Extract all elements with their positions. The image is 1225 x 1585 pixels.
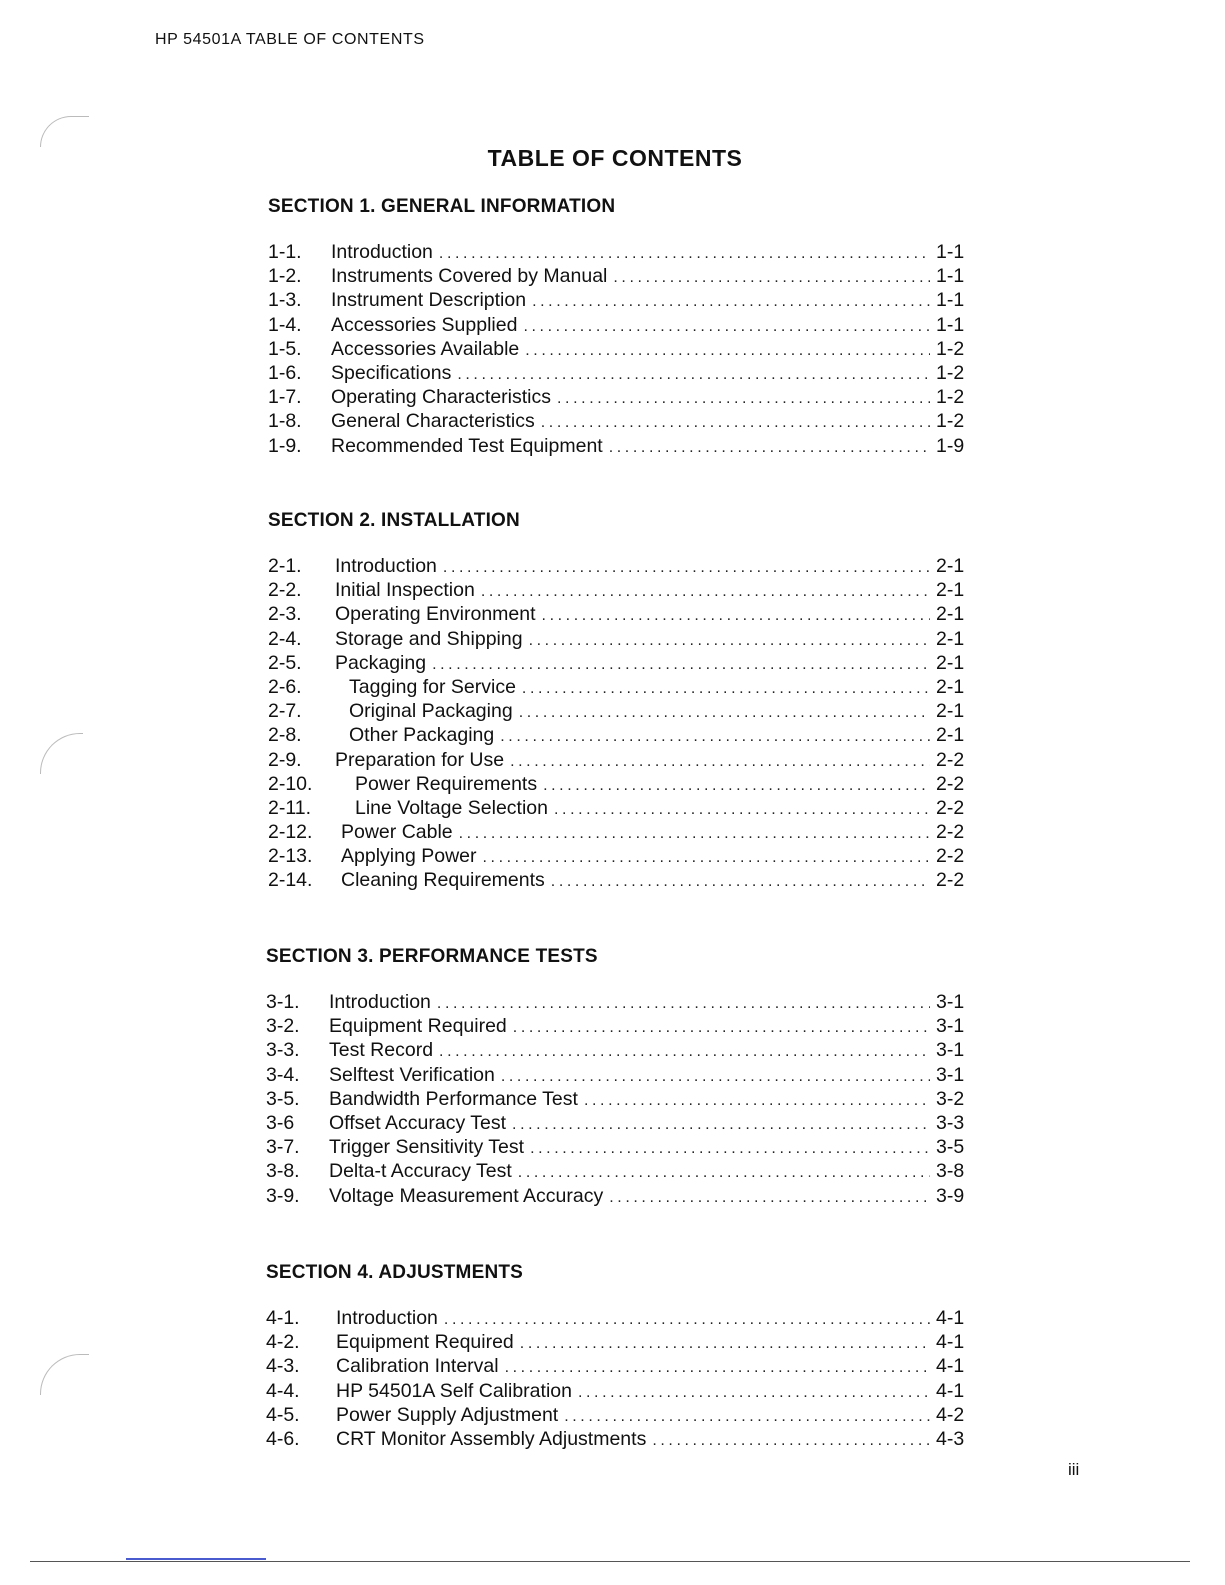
entry-number: 2-4.: [268, 627, 302, 650]
section-adjustments: [266, 1258, 968, 1451]
entry-number: 2-13.: [268, 845, 313, 868]
entry-number: 3-1.: [266, 991, 300, 1013]
toc-entry[interactable]: [266, 1014, 968, 1038]
dot-leader: [609, 436, 930, 460]
dot-leader: [564, 1405, 930, 1429]
dot-leader: [613, 266, 930, 290]
toc-entry[interactable]: [268, 796, 968, 820]
dot-leader: [513, 1016, 930, 1040]
dot-leader: [457, 363, 930, 387]
toc-entry[interactable]: [268, 651, 968, 675]
section-heading: SECTION 4. ADJUSTMENTS: [266, 1262, 524, 1283]
entry-title: Cleaning Requirements: [341, 869, 545, 892]
dot-leader: [432, 653, 930, 677]
entry-number: 3-8.: [266, 1160, 300, 1183]
entry-page: 3-1: [936, 1039, 965, 1062]
entry-number: 4-6.: [266, 1427, 300, 1450]
entry-page: 2-1: [936, 579, 965, 602]
dot-leader: [525, 339, 930, 363]
entry-page: 4-1: [936, 1331, 965, 1354]
entry-number: 4-4.: [266, 1379, 300, 1402]
entry-title: Specifications: [331, 361, 452, 384]
dot-leader: [543, 774, 930, 798]
toc-entry[interactable]: [266, 1354, 968, 1378]
toc-entry[interactable]: [268, 772, 968, 796]
toc-entry[interactable]: [266, 990, 968, 1014]
entry-page: 2-1: [936, 700, 965, 723]
entry-title: Initial Inspection: [335, 579, 475, 602]
section-heading: SECTION 3. PERFORMANCE TESTS: [266, 946, 598, 967]
entry-number: 2-3.: [268, 603, 302, 626]
entry-title: Storage and Shipping: [335, 627, 523, 650]
section-heading: SECTION 2. INSTALLATION: [268, 510, 520, 531]
toc-entry[interactable]: [266, 1403, 968, 1427]
toc-entry[interactable]: [266, 1330, 968, 1354]
entry-page: 3-9: [936, 1184, 965, 1207]
page-title: TABLE OF CONTENTS: [487, 145, 743, 171]
entry-title: Equipment Required: [329, 1015, 507, 1038]
entry-number: 3-4.: [266, 1063, 300, 1086]
dot-leader: [609, 1186, 930, 1210]
entry-page: 2-2: [936, 869, 965, 892]
scan-artifact: [40, 1354, 89, 1395]
entry-number: 2-10.: [268, 772, 313, 795]
toc-entry[interactable]: [268, 264, 968, 288]
entry-page: 4-1: [936, 1307, 965, 1329]
entry-page: 3-2: [936, 1087, 965, 1110]
page-bottom-rule-accent: [126, 1558, 266, 1560]
toc-entry[interactable]: [266, 1159, 968, 1183]
entry-number: 3-7.: [266, 1136, 300, 1159]
toc-entry[interactable]: [268, 337, 968, 361]
entry-number: 2-7.: [268, 700, 302, 723]
entry-number: 2-6.: [268, 675, 302, 698]
dot-leader: [437, 992, 930, 1016]
entry-page: 4-3: [936, 1427, 965, 1450]
toc-entry[interactable]: [268, 820, 968, 844]
entry-number: 4-5.: [266, 1403, 300, 1426]
entry-page: 2-2: [936, 772, 965, 795]
entry-title: Recommended Test Equipment: [331, 434, 603, 457]
dot-leader: [557, 387, 930, 411]
toc-entry[interactable]: [268, 844, 968, 868]
entry-number: 1-6.: [268, 361, 302, 384]
entry-number: 3-2.: [266, 1015, 300, 1038]
entry-page: 2-2: [936, 821, 965, 844]
entry-number: 4-2.: [266, 1331, 300, 1354]
entry-page: 1-1: [936, 265, 965, 288]
running-header: HP 54501A TABLE OF CONTENTS: [155, 31, 425, 48]
entry-page: 3-1: [936, 991, 965, 1013]
toc-entry[interactable]: [268, 627, 968, 651]
entry-number: 2-12.: [268, 821, 313, 844]
entry-title: Instruments Covered by Manual: [331, 265, 608, 288]
entry-page: 1-2: [936, 386, 965, 409]
entry-title: Delta-t Accuracy Test: [329, 1160, 512, 1183]
entry-title: Packaging: [335, 651, 427, 674]
toc-entry[interactable]: [268, 748, 968, 772]
dot-leader: [483, 846, 931, 870]
dot-leader: [542, 604, 930, 628]
entry-number: 1-1.: [268, 241, 302, 263]
section-heading: SECTION 1. GENERAL INFORMATION: [268, 196, 616, 217]
toc-entry[interactable]: [268, 409, 968, 433]
entry-page: 2-1: [936, 555, 965, 577]
entry-title: Preparation for Use: [335, 748, 505, 771]
dot-leader: [512, 1113, 930, 1137]
entry-number: 1-4.: [268, 313, 302, 336]
entry-number: 2-11.: [268, 796, 311, 819]
entry-page: 3-5: [936, 1136, 965, 1159]
entry-page: 3-1: [936, 1063, 965, 1086]
entry-title: HP 54501A Self Calibration: [336, 1379, 572, 1402]
entry-number: 3-6: [266, 1111, 295, 1134]
entry-title: Instrument Description: [331, 289, 527, 312]
dot-leader: [554, 798, 930, 822]
entry-number: 1-5.: [268, 337, 302, 360]
entry-title: Other Packaging: [349, 724, 495, 747]
entry-title: General Characteristics: [331, 410, 535, 433]
dot-leader: [522, 677, 930, 701]
entry-title: Calibration Interval: [336, 1355, 499, 1378]
entry-page: 1-2: [936, 337, 965, 360]
dot-leader: [439, 242, 930, 266]
toc-entry[interactable]: [268, 554, 968, 578]
entry-title: Accessories Supplied: [331, 313, 518, 336]
entry-title: Operating Characteristics: [331, 386, 552, 409]
entry-title: Line Voltage Selection: [355, 796, 548, 819]
toc-entry[interactable]: [268, 578, 968, 602]
entry-title: Offset Accuracy Test: [329, 1111, 507, 1134]
dot-leader: [652, 1429, 930, 1453]
entry-page: 2-2: [936, 845, 965, 868]
entry-page: 2-1: [936, 724, 965, 747]
entry-page: 1-2: [936, 410, 965, 433]
entry-page: 1-2: [936, 361, 965, 384]
toc-entry[interactable]: [266, 1135, 968, 1159]
dot-leader: [459, 822, 930, 846]
dot-leader: [505, 1356, 930, 1380]
dot-leader: [530, 1137, 930, 1161]
toc-entry[interactable]: [268, 602, 968, 626]
entry-number: 2-8.: [268, 724, 302, 747]
dot-leader: [518, 1161, 930, 1185]
toc-entry[interactable]: [266, 1427, 968, 1451]
dot-leader: [439, 1040, 930, 1064]
entry-number: 2-9.: [268, 748, 302, 771]
entry-page: 3-1: [936, 1015, 965, 1038]
entry-number: 1-3.: [268, 289, 302, 312]
entry-number: 1-7.: [268, 386, 302, 409]
entry-page: 2-1: [936, 603, 965, 626]
toc-entry[interactable]: [268, 723, 968, 747]
toc-entry[interactable]: [268, 313, 968, 337]
entry-title: Operating Environment: [335, 603, 536, 626]
dot-leader: [529, 629, 930, 653]
entry-title: Original Packaging: [349, 700, 513, 723]
entry-page: 4-1: [936, 1355, 965, 1378]
entry-title: Voltage Measurement Accuracy: [329, 1184, 604, 1207]
entry-page: 4-2: [936, 1403, 965, 1426]
entry-title: Power Supply Adjustment: [336, 1403, 559, 1426]
dot-leader: [519, 701, 930, 725]
toc-entry[interactable]: [268, 288, 968, 312]
entry-number: 4-3.: [266, 1355, 300, 1378]
entry-number: 2-2.: [268, 579, 302, 602]
entry-page: 2-1: [936, 675, 965, 698]
entry-title: Test Record: [329, 1039, 434, 1062]
entry-page: 2-1: [936, 627, 965, 650]
toc-entry[interactable]: [268, 675, 968, 699]
entry-page: 1-9: [936, 434, 965, 457]
page-bottom-rule: [30, 1561, 1190, 1562]
entry-title: CRT Monitor Assembly Adjustments: [336, 1427, 647, 1450]
entry-number: 4-1.: [266, 1307, 300, 1329]
toc-entry[interactable]: [268, 434, 968, 458]
section-performance-tests: [266, 942, 968, 1208]
page-number: iii: [1068, 1460, 1080, 1479]
entry-title: Applying Power: [341, 845, 477, 868]
dot-leader: [510, 750, 930, 774]
toc-entry[interactable]: [266, 1087, 968, 1111]
section-installation: [268, 506, 968, 893]
entry-page: 3-3: [936, 1111, 965, 1134]
entry-number: 2-1.: [268, 555, 302, 577]
entry-title: Introduction: [331, 241, 433, 263]
toc-entry[interactable]: [268, 385, 968, 409]
entry-title: Introduction: [336, 1307, 438, 1329]
entry-title: Power Requirements: [355, 772, 538, 795]
toc-entry[interactable]: [268, 240, 968, 264]
entry-title: Accessories Available: [331, 337, 520, 360]
dot-leader: [481, 580, 930, 604]
dot-leader: [541, 411, 930, 435]
entry-page: 3-8: [936, 1160, 965, 1183]
toc-entry-list: [266, 990, 968, 1208]
entry-page: 2-1: [936, 651, 965, 674]
toc-entry[interactable]: [266, 1063, 968, 1087]
dot-leader: [520, 1332, 930, 1356]
entry-number: 3-3.: [266, 1039, 300, 1062]
dot-leader: [532, 290, 930, 314]
toc-entry[interactable]: [266, 1184, 968, 1208]
toc-entry[interactable]: [266, 1379, 968, 1403]
dot-leader: [444, 1308, 930, 1332]
entry-page: 4-1: [936, 1379, 965, 1402]
entry-title: Selftest Verification: [329, 1063, 495, 1086]
dot-leader: [501, 1065, 930, 1089]
dot-leader: [551, 870, 930, 894]
toc-entry-list: [268, 554, 968, 893]
entry-number: 2-14.: [268, 869, 313, 892]
scan-artifact: [40, 733, 83, 774]
entry-page: 1-1: [936, 241, 965, 263]
entry-number: 3-5.: [266, 1087, 300, 1110]
entry-title: Introduction: [335, 555, 437, 577]
toc-entry[interactable]: [268, 699, 968, 723]
entry-number: 1-9.: [268, 434, 302, 457]
dot-leader: [523, 315, 930, 339]
entry-title: Bandwidth Performance Test: [329, 1087, 578, 1110]
entry-number: 1-2.: [268, 265, 302, 288]
toc-entry-list: [266, 1306, 968, 1451]
entry-number: 1-8.: [268, 410, 302, 433]
toc-entry[interactable]: [266, 1038, 968, 1062]
toc-entry[interactable]: [266, 1306, 968, 1330]
entry-page: 2-2: [936, 796, 965, 819]
scan-artifact: [40, 116, 89, 147]
entry-page: 2-2: [936, 748, 965, 771]
dot-leader: [500, 725, 930, 749]
entry-page: 1-1: [936, 289, 965, 312]
entry-number: 2-5.: [268, 651, 302, 674]
entry-title: Introduction: [329, 991, 431, 1013]
section-general-information: [268, 192, 968, 458]
dot-leader: [578, 1381, 930, 1405]
entry-number: 3-9.: [266, 1184, 300, 1207]
entry-page: 1-1: [936, 313, 965, 336]
entry-title: Equipment Required: [336, 1331, 514, 1354]
toc-entry[interactable]: [268, 361, 968, 385]
dot-leader: [584, 1089, 930, 1113]
entry-title: Trigger Sensitivity Test: [329, 1136, 525, 1159]
entry-title: Tagging for Service: [349, 675, 516, 698]
dot-leader: [443, 556, 930, 580]
entry-title: Power Cable: [341, 821, 453, 844]
toc-entry[interactable]: [268, 868, 968, 892]
toc-entry-list: [268, 240, 968, 458]
toc-entry[interactable]: [266, 1111, 968, 1135]
